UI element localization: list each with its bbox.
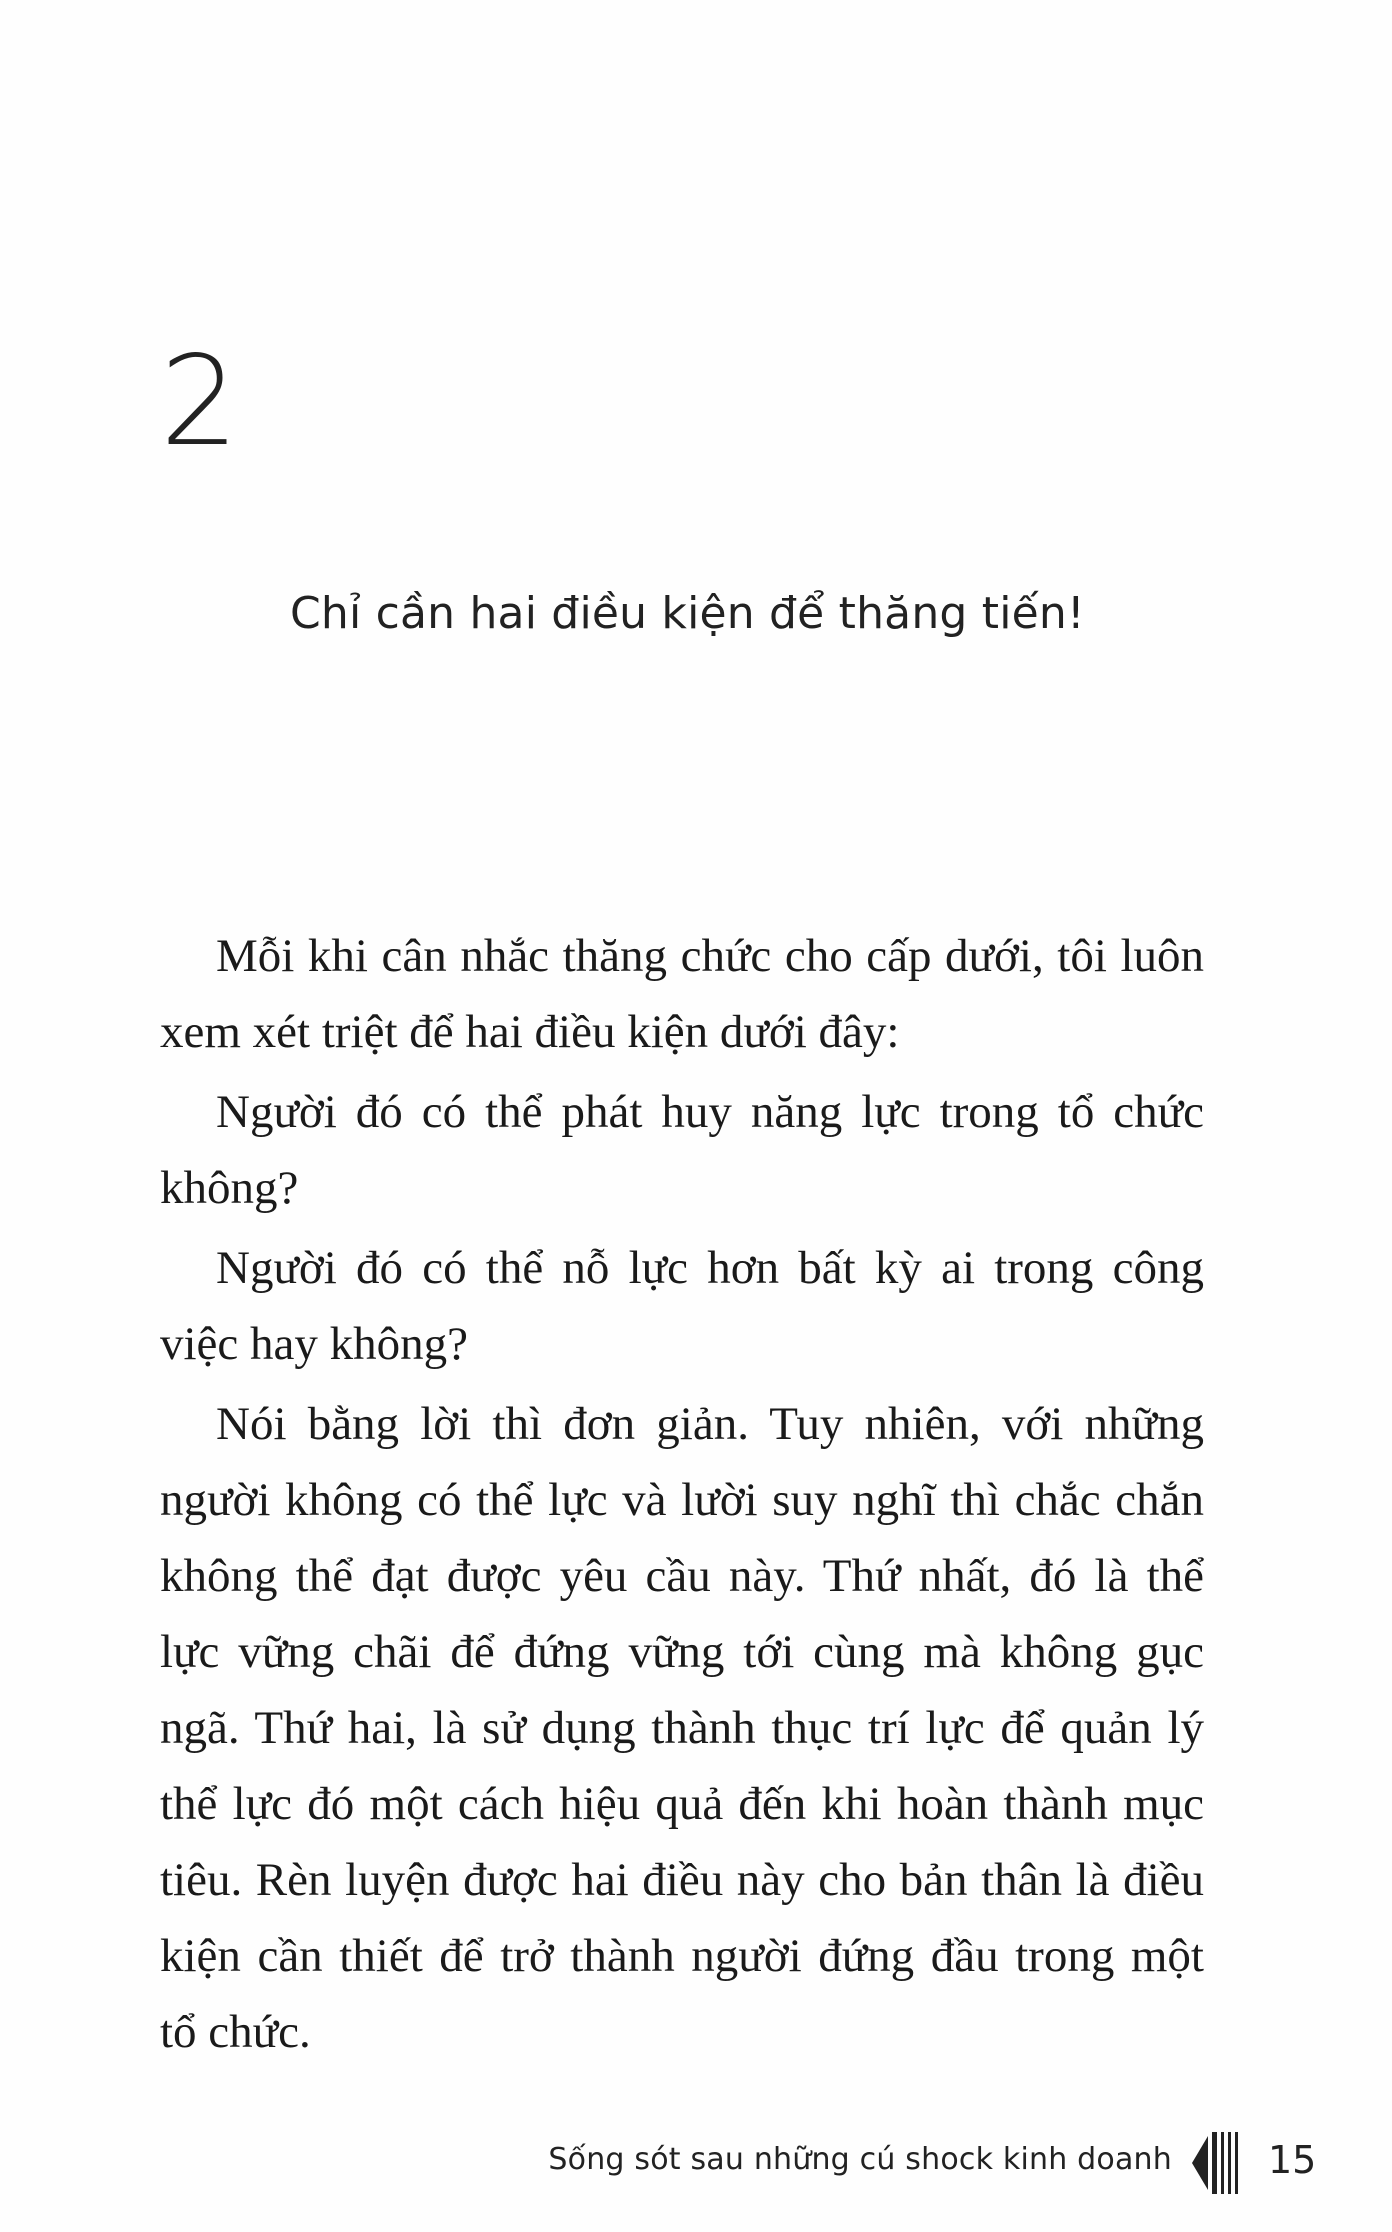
paragraph: Mỗi khi cân nhắc thăng chức cho cấp dưới, tôi luôn xem xét triệt để hai điều kiện dưới đây: <box>160 930 1204 1058</box>
page-footer <box>0 2128 1392 2198</box>
paragraph: Nói bằng lời thì đơn giản. Tuy nhiên, với những người không có thể lực và lười suy nghĩ thì chắc chắn không thể đạt được yêu cầu này. Thứ nhất, đó là thể lực vững chãi để đứng vững tới cùng mà không gục ngã. Thứ hai, là sử dụng thành thục trí lực để quản lý thể lực đó một cách hiệu quả đến khi hoàn thành mục tiêu. Rèn luyện được hai điều này cho bản thân là điều kiện cần thiết để trở thành người đứng đầu trong một tổ chức. <box>160 1398 1204 2058</box>
paragraph: Người đó có thể phát huy năng lực trong tổ chức không? <box>160 1086 1204 1214</box>
running-footer-title: Sống sót sau những cú shock kinh doanh <box>548 2142 1172 2177</box>
footer-ornament-icon <box>1190 2128 1250 2198</box>
chapter-number: 2 <box>160 330 239 474</box>
body-text <box>160 918 1204 2074</box>
page-number: 15 <box>1268 2138 1317 2182</box>
paragraph: Người đó có thể nỗ lực hơn bất kỳ ai trong công việc hay không? <box>160 1242 1204 1370</box>
chapter-title: Chỉ cần hai điều kiện để thăng tiến! <box>290 588 1085 639</box>
